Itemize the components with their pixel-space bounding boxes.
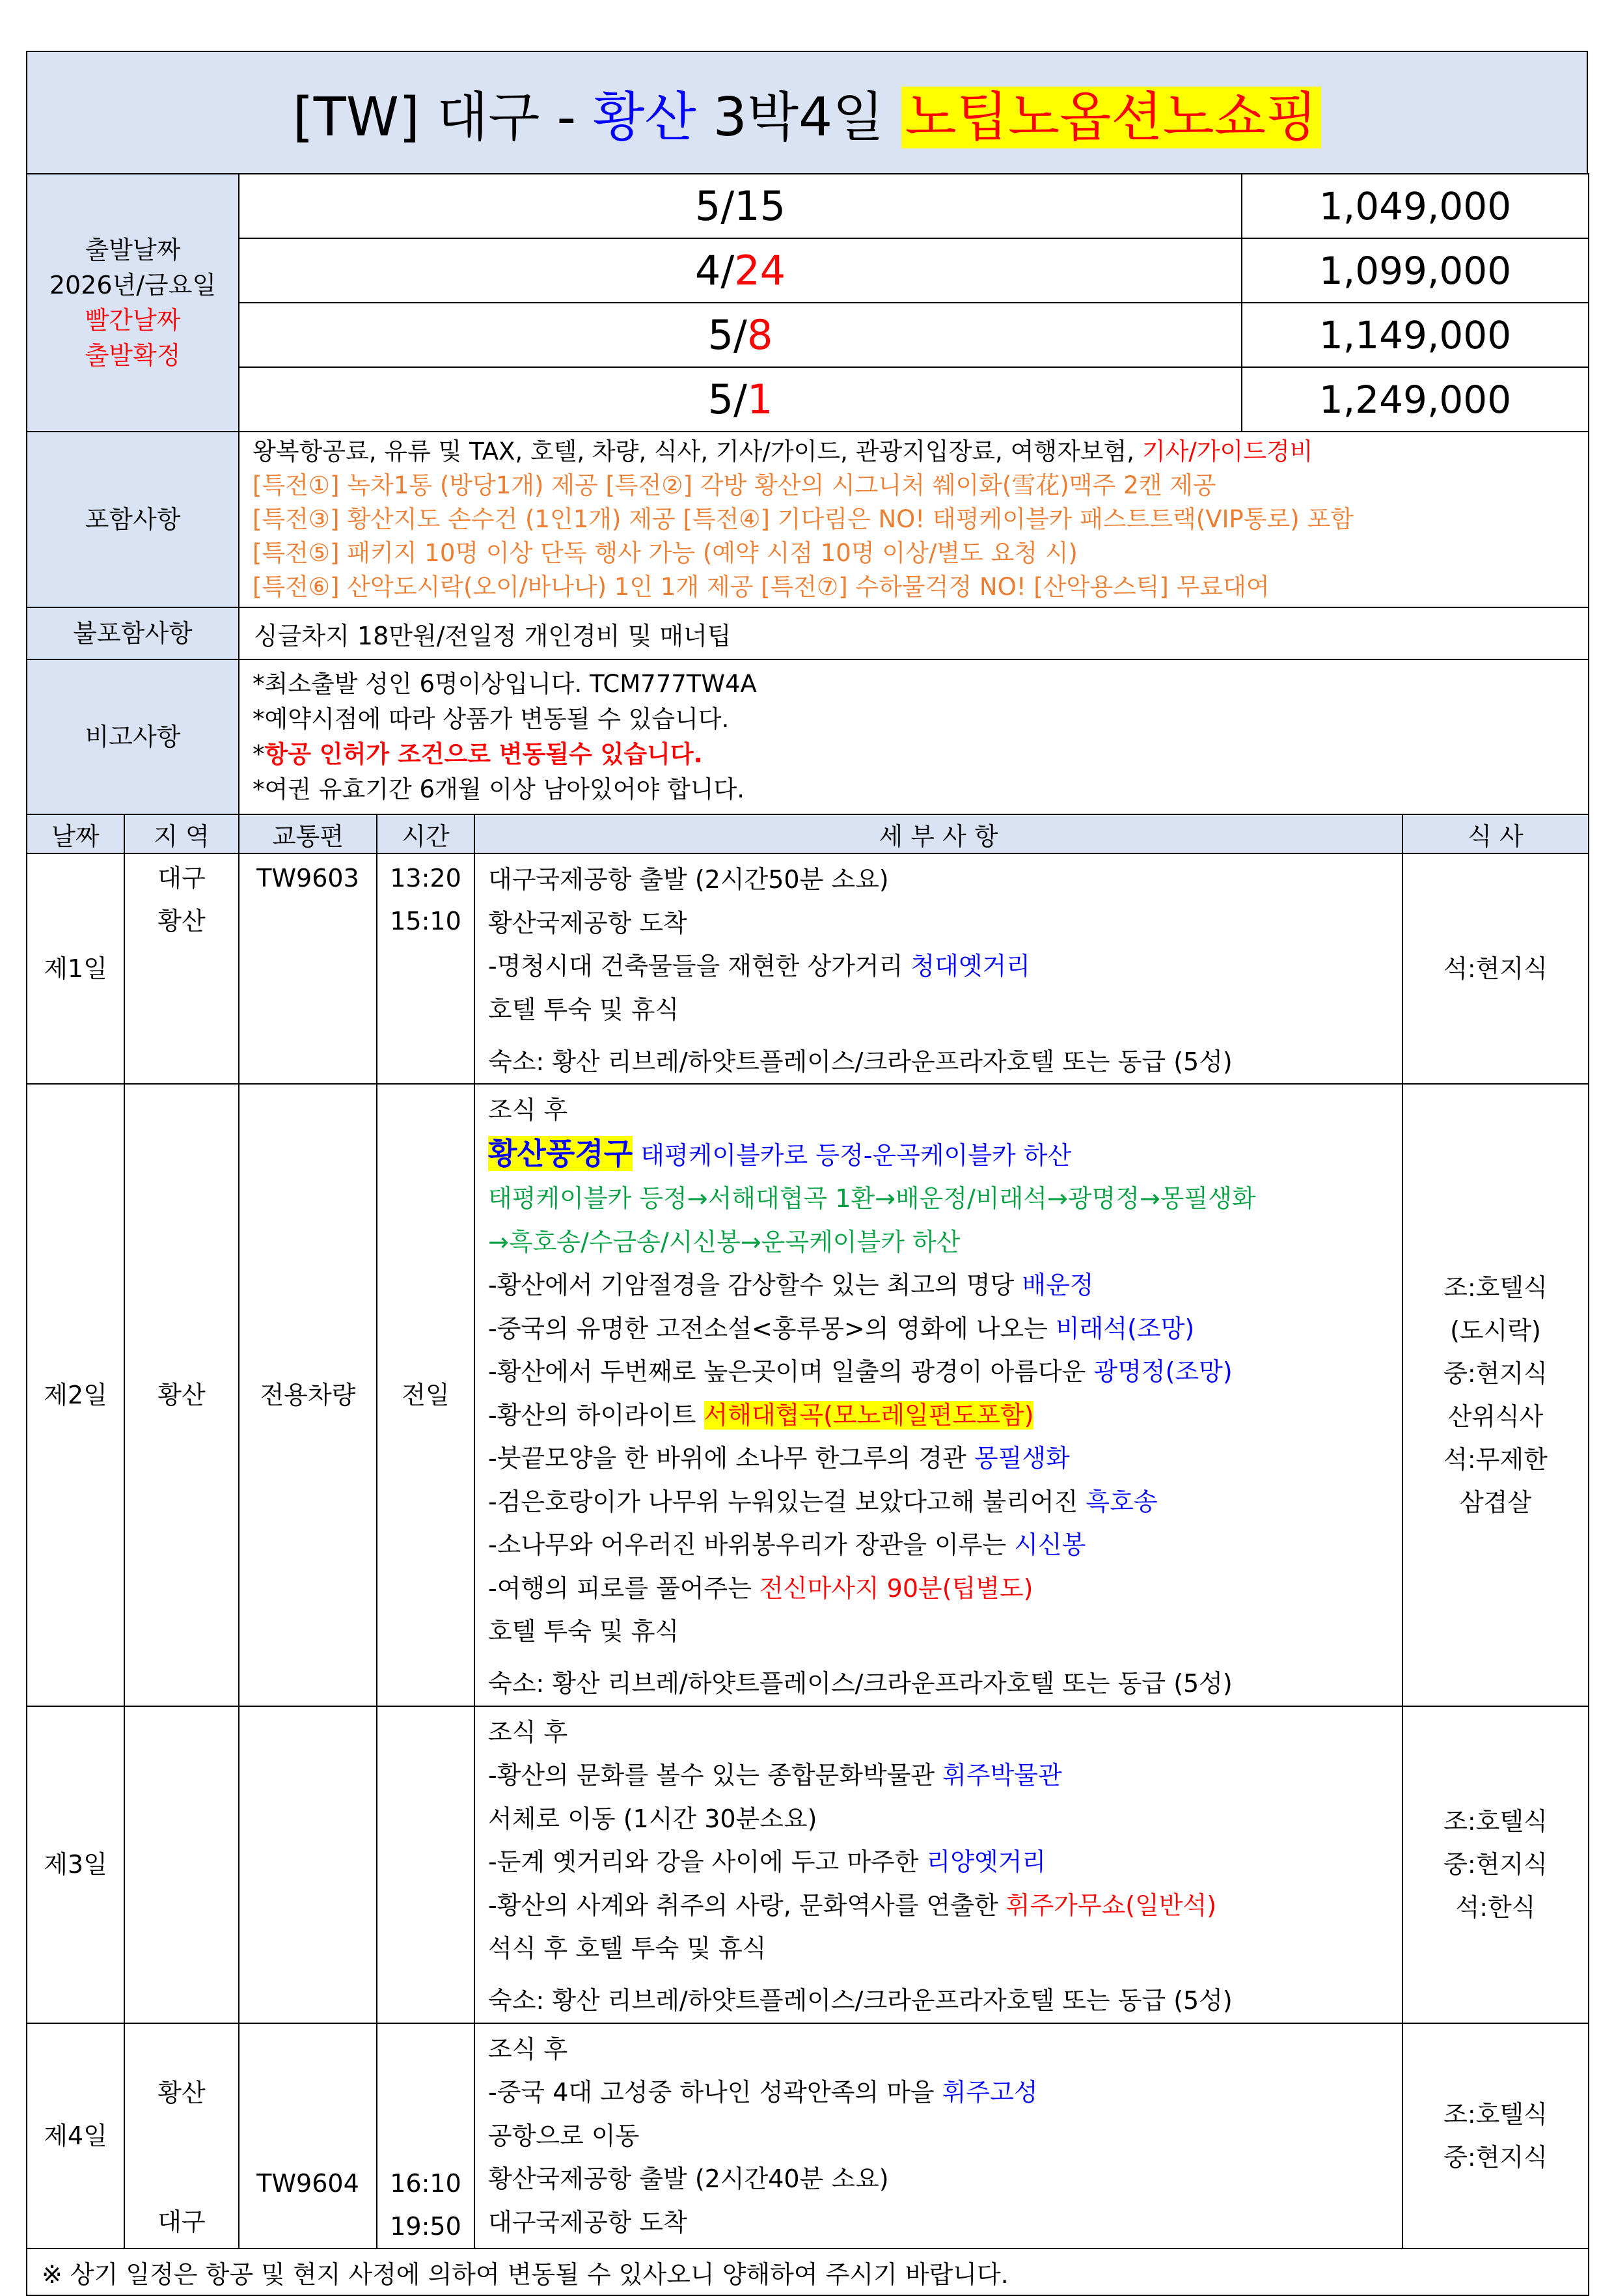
day-details	[474, 853, 1402, 1084]
departure-label-line: 2026년/금요일	[49, 271, 217, 299]
detail-line: 서체로 이동 (1시간 30분소요)	[488, 1804, 817, 1833]
header-details: 세 부 사 항	[474, 814, 1402, 853]
day-details	[474, 1706, 1402, 2023]
day-details	[474, 2023, 1402, 2249]
detail-line: →흑호송/수금송/시신봉→운곡케이블카 하산	[488, 1227, 961, 1256]
detail-line: 호텔 투숙 및 휴식	[488, 1617, 679, 1646]
detail-line: 공항으로 이동	[488, 2121, 640, 2150]
departure-date: 5/1	[239, 367, 1242, 432]
detail-line: -검은호랑이가 나무위 누워있는걸 보았다고해 불리어진 흑호송	[488, 1487, 1158, 1516]
detail-line: 조식 후	[488, 1096, 568, 1124]
day-row	[27, 1084, 1589, 1706]
detail-line: -황산에서 두번째로 높은곳이며 일출의 광경이 아름다운 광명정(조망)	[488, 1357, 1233, 1386]
included-label: 포함사항	[27, 432, 239, 607]
detail-line: 태평케이블카 등정→서해대협곡 1환→배운정/비래석→광명정→몽필생화	[488, 1184, 1256, 1213]
header-transport: 교통편	[239, 814, 377, 853]
day-region: 황산	[124, 1084, 239, 1706]
itinerary-table	[26, 814, 1589, 2296]
detail-line: -붓끝모양을 한 바위에 소나무 한그루의 경관 몽필생화	[488, 1444, 1070, 1473]
departure-label-line: 출발날짜	[85, 236, 181, 264]
detail-line: -황산의 문화를 볼수 있는 종합문화박물관 휘주박물관	[488, 1761, 1062, 1790]
departure-price: 1,149,000	[1242, 303, 1589, 367]
day-meal: 석:현지식	[1402, 853, 1589, 1084]
title-destination: 황산	[593, 86, 696, 148]
detail-line: 호텔 투숙 및 휴식	[488, 995, 679, 1024]
day-transport	[239, 1706, 377, 2023]
day-time	[377, 1706, 474, 2023]
footer-notice: ※ 상기 일정은 항공 및 현지 사정에 의하여 변동될 수 있사오니 양해하여 주시기 바랍니다.	[27, 2248, 1589, 2295]
day-label: 제4일	[27, 2023, 124, 2249]
day-time: 전일	[377, 1084, 474, 1706]
note-line: *최소출발 성인 6명이상입니다. TCM777TW4A	[253, 670, 757, 698]
detail-line: 조식 후	[488, 2034, 568, 2064]
detail-line: 석식 후 호텔 투숙 및 휴식	[488, 1934, 767, 1963]
day-flight: TW9604	[239, 2023, 377, 2249]
title-highlight: 노팁노옵션노쇼핑	[901, 87, 1322, 148]
detail-line: -소나무와 어우러진 바위봉우리가 장관을 이루는 시신봉	[488, 1530, 1086, 1559]
detail-line: 황산국제공항 출발 (2시간40분 소요)	[488, 2165, 889, 2193]
header-meal: 식 사	[1402, 814, 1589, 853]
day-details	[474, 1084, 1402, 1706]
departure-price: 1,249,000	[1242, 367, 1589, 432]
header-region: 지 역	[124, 814, 239, 853]
benefit-line: [특전①] 녹차1통 (방당1개) 제공 [특전②] 각방 황산의 시그니처 쒜이화(雪花)맥주 2캔 제공	[253, 471, 1216, 499]
notes-text	[239, 659, 1589, 814]
page-title	[27, 51, 1587, 174]
day-row	[27, 2023, 1589, 2249]
detail-line: -황산의 사계와 취주의 사랑, 문화역사를 연출한 휘주가무쇼(일반석)	[488, 1890, 1217, 1920]
departure-date: 5/8	[239, 303, 1242, 367]
note-line: *여권 유효기간 6개월 이상 남아있어야 합니다.	[253, 775, 745, 803]
detail-line: -황산의 하이라이트 서해대협곡(모노레일편도포함)	[488, 1400, 1034, 1430]
benefit-line: [특전⑤] 패키지 10명 이상 단독 행사 가능 (예약 시점 10명 이상/별도 요청 시)	[253, 539, 1078, 567]
departure-label-line: 빨간날짜	[85, 306, 181, 335]
detail-line: -중국의 유명한 고전소설<홍루몽>의 영화에 나오는 비래석(조망)	[488, 1314, 1195, 1343]
detail-line: -여행의 피로를 풀어주는 전신마사지 90분(팁별도)	[488, 1573, 1033, 1603]
hotel-line: 숙소: 황산 리브레/하얏트플레이스/크라운프라자호텔 또는 동급 (5성)	[488, 1669, 1233, 1698]
day-time: 13:20 15:10	[377, 853, 474, 1084]
day-row	[27, 1706, 1589, 2023]
detail-line: 황산국제공항 도착	[488, 908, 687, 937]
detail-line: -중국 4대 고성중 하나인 성곽안족의 마을 휘주고성	[488, 2078, 1038, 2107]
detail-line: -명청시대 건축물들을 재현한 상가거리 청대옛거리	[488, 952, 1030, 980]
detail-line: 대구국제공항 도착	[488, 2207, 687, 2237]
detail-line: -황산에서 기암절경을 감상할수 있는 최고의 명당 배운정	[488, 1271, 1094, 1299]
detail-line: 대구국제공항 출발 (2시간50분 소요)	[488, 865, 889, 894]
day-region	[124, 1706, 239, 2023]
terms-table	[26, 431, 1589, 815]
day-meal: 조:호텔식 중:현지식 석:한식	[1402, 1706, 1589, 2023]
departure-date: 5/15	[239, 174, 1242, 238]
itinerary-header	[27, 814, 1589, 853]
note-line: *항공 인허가 조건으로 변동될수 있습니다.	[253, 740, 703, 768]
hotel-line: 숙소: 황산 리브레/하얏트플레이스/크라운프라자호텔 또는 동급 (5성)	[488, 1047, 1233, 1076]
departure-label-line: 출발확정	[85, 341, 181, 370]
departure-date: 4/24	[239, 238, 1242, 303]
benefit-line: [특전⑥] 산악도시락(오이/바나나) 1인 1개 제공 [특전⑦] 수하물걱정 NO! [산악용스틱] 무료대여	[253, 573, 1270, 601]
departure-table	[26, 173, 1589, 432]
benefit-line: [특전③] 황산지도 손수건 (1인1개) 제공 [특전④] 기다림은 NO! 태평케이블카 패스트트랙(VIP통로) 포함	[253, 505, 1354, 533]
day-time: 16:10 19:50	[377, 2023, 474, 2249]
note-line: *예약시점에 따라 상품가 변동될 수 있습니다.	[253, 705, 730, 733]
departure-label	[27, 174, 239, 432]
day-row	[27, 853, 1589, 1084]
itinerary-sheet	[26, 51, 1588, 2296]
day-flight: TW9603	[239, 853, 377, 1084]
departure-price: 1,099,000	[1242, 238, 1589, 303]
header-day: 날짜	[27, 814, 124, 853]
day-transport: 전용차량	[239, 1084, 377, 1706]
included-text: 왕복항공료, 유류 및 TAX, 호텔, 차량, 식사, 기사/가이드, 관광지입장료, 여행자보험, 기사/가이드경비 [특전①] 녹차1통 (방당1개) 제공 [특전②] 각방 황산의 시그니처 쒜이화(雪花)맥주 2캔 제공 [특전③] 황산지도 손수건 (1인1개) 제공 [특전④] 기다림은 NO! 태평케이블카 패스트트랙(VIP통로) 포함 [특전⑤] 패키지 10명 이상 단독 행사 가능 (예약 시점 10명 이상/별도 요청 시) [특전⑥] 산악도시락(오이/바나나) 1인 1개 제공 [특전⑦] 수하물걱정 NO! [산악용스틱] 무료대여	[239, 432, 1589, 607]
departure-price: 1,049,000	[1242, 174, 1589, 238]
detail-line: 조식 후	[488, 1717, 568, 1747]
excluded-label: 불포함사항	[27, 607, 239, 659]
title-duration: 3박4일	[696, 86, 901, 148]
day-meal: 조:호텔식 (도시락) 중:현지식 산위식사 석:무제한 삼겹살	[1402, 1084, 1589, 1706]
day-label: 제3일	[27, 1706, 124, 2023]
day-meal: 조:호텔식 중:현지식	[1402, 2023, 1589, 2249]
day-region: 대구 황산	[124, 853, 239, 1084]
hotel-line: 숙소: 황산 리브레/하얏트플레이스/크라운프라자호텔 또는 동급 (5성)	[488, 1986, 1233, 2015]
day-label: 제1일	[27, 853, 124, 1084]
notes-label: 비고사항	[27, 659, 239, 814]
day-label: 제2일	[27, 1084, 124, 1706]
excluded-text: 싱글차지 18만원/전일정 개인경비 및 매너팁	[239, 607, 1589, 659]
detail-line: -둔계 옛거리와 강을 사이에 두고 마주한 리양옛거리	[488, 1847, 1046, 1876]
header-time: 시간	[377, 814, 474, 853]
title-prefix: [TW] 대구 -	[292, 86, 594, 148]
title-table	[26, 51, 1588, 174]
day-region: 황산 대구	[124, 2023, 239, 2249]
detail-line: 황산풍경구 태평케이블카로 등정-운곡케이블카 하산	[488, 1135, 1072, 1171]
